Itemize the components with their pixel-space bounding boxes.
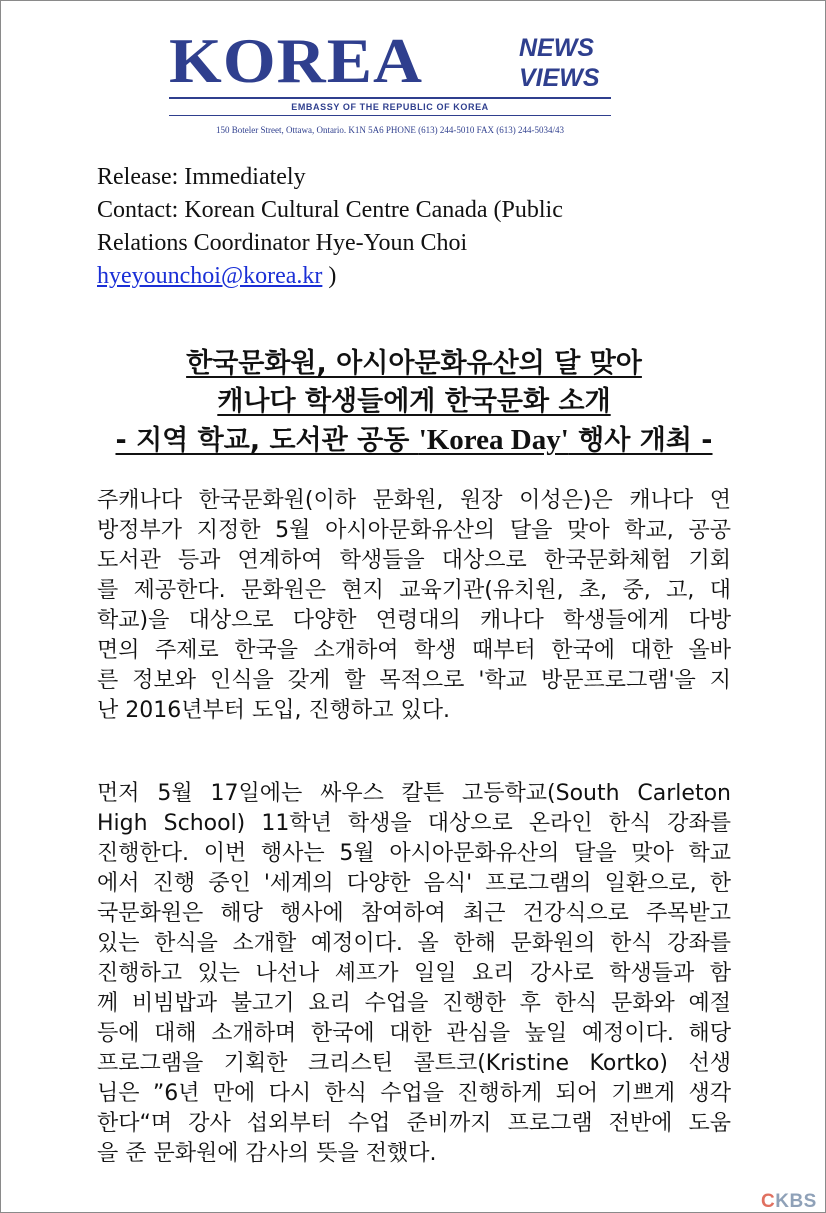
contact-email-line [97, 260, 737, 293]
views-label: VIEWS [519, 64, 600, 92]
letterhead-rule-thin [169, 115, 611, 116]
paragraph-line: High School) 11학년 학생을 대상으로 온라인 한식 강좌를 [97, 811, 731, 836]
paragraph-line: 면의 주제로 한국을 소개하여 학생 때부터 한국에 대한 올바 [97, 638, 731, 663]
paragraph-2 [97, 779, 731, 1169]
contact-line: Contact: Korean Cultural Centre Canada (Public [97, 197, 563, 223]
news-views-mark [519, 33, 600, 93]
paragraph-line: 께 비빔밥과 불고기 요리 수업을 진행한 후 한식 문화와 예절 [97, 991, 731, 1016]
release-info [97, 161, 737, 293]
headline [81, 345, 747, 460]
paragraph-line: 을 준 문화원에 감사의 뜻을 전했다. [97, 1141, 437, 1166]
kbs-watermark [761, 1191, 817, 1213]
release-line: Release: Immediately [97, 164, 306, 190]
paragraph-line: 진행한다. 이번 행사는 5월 아시아문화유산의 달을 맞아 학교 [97, 841, 731, 866]
embassy-name: EMBASSY OF THE REPUBLIC OF KOREA [291, 102, 489, 112]
paragraph-line: 진행하고 있는 나선나 셰프가 일일 요리 강사로 학생들과 함 [97, 961, 731, 986]
headline-line-2: 캐나다 학생들에게 한국문화 소개 [217, 386, 611, 417]
watermark-rest: KBS [775, 1191, 817, 1212]
headline-line-3-pre: - 지역 학교, 도서관 공동 [115, 425, 419, 456]
contact-line-2: Relations Coordinator Hye-Youn Choi [97, 230, 468, 256]
headline-line-3-post: 행사 개최 - [568, 425, 713, 456]
paragraph-line: 도서관 등과 연계하여 학생들을 대상으로 한국문화체험 기회 [97, 548, 731, 573]
paragraph-line: 국문화원은 해당 행사에 참여하여 최근 건강식으로 주목받고 [97, 901, 731, 926]
letterhead-rule [169, 97, 611, 99]
paragraph-line: 에서 진행 중인 '세계의 다양한 음식' 프로그램의 일환으로, 한 [97, 871, 731, 896]
paragraph-line: 학교)을 대상으로 다양한 연령대의 캐나다 학생들에게 다방 [97, 608, 731, 633]
paragraph-line: 를 제공한다. 문화원은 현지 교육기관(유치원, 초, 중, 고, 대 [97, 578, 731, 603]
paragraph-line: 방정부가 지정한 5월 아시아문화유산의 달을 맞아 학교, 공공 [97, 518, 731, 543]
paragraph-line: 난 2016년부터 도입, 진행하고 있다. [97, 698, 450, 723]
paragraph-line: 있는 한식을 소개할 예정이다. 올 한해 문화원의 한식 강좌를 [97, 931, 731, 956]
paragraph-line: 주캐나다 한국문화원(이하 문화원, 원장 이성은)은 캐나다 연 [97, 488, 731, 513]
news-label: NEWS [519, 34, 594, 62]
headline-line-3 [81, 421, 747, 460]
watermark-c: C [761, 1191, 776, 1212]
contact-close: ) [322, 263, 337, 289]
korea-logo: KOREA [169, 25, 424, 96]
headline-line-3-latin: 'Korea Day' [418, 424, 569, 456]
contact-email-link[interactable]: hyeyounchoi@korea.kr [97, 263, 323, 289]
paragraph-line: 님은 ”6년 만에 다시 한식 수업을 진행하게 되어 기쁘게 생각 [97, 1081, 731, 1106]
paragraph-line: 먼저 5월 17일에는 싸우스 칼튼 고등학교(South Carleton [97, 781, 731, 806]
paragraph-line: 등에 대해 소개하며 한국에 대한 관심을 높일 예정이다. 해당 [97, 1021, 731, 1046]
paragraph-line: 른 정보와 인식을 갖게 할 목적으로 '학교 방문프로그램'을 지 [97, 668, 731, 693]
headline-line-1: 한국문화원, 아시아문화유산의 달 맞아 [186, 348, 642, 379]
paragraph-line: 한다“며 강사 섭외부터 수업 준비까지 프로그램 전반에 도움 [97, 1111, 731, 1136]
paragraph-line: 프로그램을 기획한 크리스틴 콜트코(Kristine Kortko) 선생 [97, 1051, 731, 1076]
paragraph-1 [97, 486, 731, 726]
embassy-address: 150 Boteler Street, Ottawa, Ontario. K1N 5A6 PHONE (613) 244-5010 FAX (613) 244-5034/43 [215, 125, 565, 135]
